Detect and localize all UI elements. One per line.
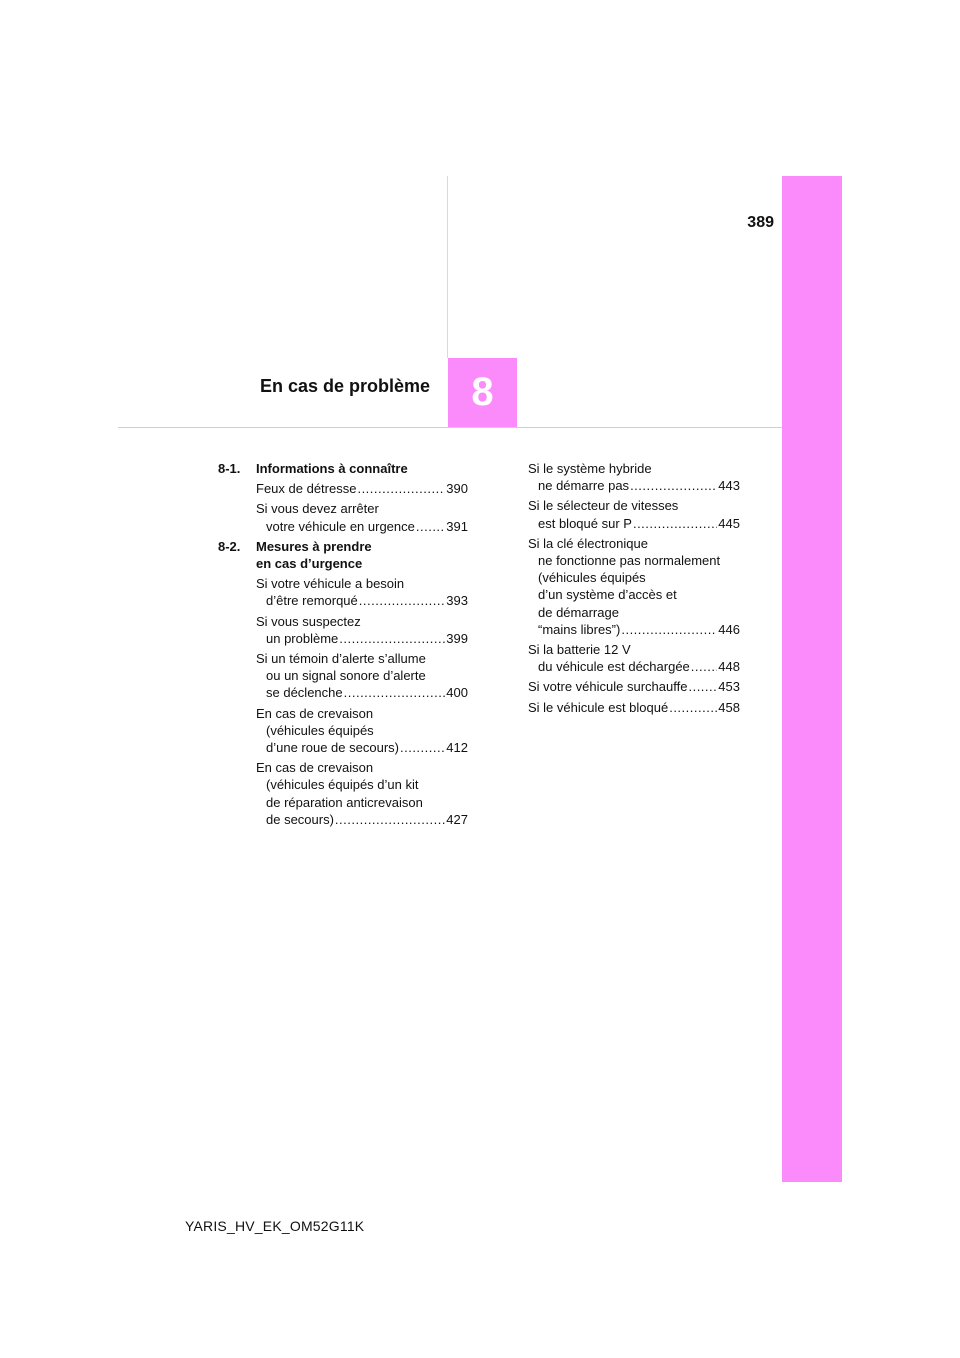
toc-entry-text: Feux de détresse [256, 481, 357, 497]
chapter-title: En cas de problème [259, 376, 430, 396]
toc-entry[interactable] [528, 535, 740, 638]
toc-page-number: 458 [718, 699, 740, 715]
toc-entry[interactable] [256, 650, 468, 702]
toc-entries [256, 480, 468, 535]
toc-entry[interactable] [256, 613, 468, 647]
header-vertical-rule [447, 176, 448, 358]
toc-entry-text: Si la clé électronique [528, 535, 648, 551]
toc-page-number: 443 [718, 478, 740, 494]
toc-entry[interactable] [256, 480, 468, 497]
toc-entry[interactable] [256, 759, 468, 828]
section-title: Informations à connaître [256, 461, 408, 476]
toc-entry-text: d’être remorqué [266, 593, 358, 609]
toc-entry-text: Si la batterie 12 V [528, 642, 631, 658]
toc-entry-text: ou un signal sonore d’alerte [266, 668, 426, 684]
toc-entry[interactable] [528, 641, 740, 675]
toc-page-number: 390 [446, 481, 468, 497]
toc-entry-line [256, 739, 468, 756]
dot-leader [344, 684, 446, 701]
toc-entry-line [528, 658, 740, 675]
toc-entries [528, 460, 740, 716]
toc-entry-line [528, 678, 740, 695]
toc-entry-text: est bloqué sur P [538, 515, 632, 531]
toc-page-number: 399 [446, 630, 468, 646]
toc-entry-text: “mains libres”) [538, 621, 621, 637]
toc-entry-line [528, 699, 740, 716]
toc-entry-text: (véhicules équipés [538, 570, 646, 586]
toc-entry-line [528, 477, 740, 494]
toc-entry-text: de secours) [266, 811, 334, 827]
toc-entry[interactable] [528, 678, 740, 695]
toc-entry[interactable] [528, 460, 740, 494]
toc-entry-line [256, 480, 468, 497]
toc-page-number: 412 [446, 740, 468, 756]
toc-entry-text: En cas de crevaison [256, 705, 374, 721]
toc-entry-line [256, 684, 468, 701]
toc-entry-text: Si le sélecteur de vitesses [528, 498, 679, 514]
footer-manual-code: YARIS_HV_EK_OM52G11K [185, 1218, 365, 1234]
toc-page-number: 446 [718, 621, 740, 637]
toc-entry[interactable] [256, 500, 468, 534]
chapter-thumb-tab [782, 176, 842, 1182]
toc-page-number: 453 [718, 679, 740, 695]
toc-page-number: 393 [446, 593, 468, 609]
toc-entry-text: Si un témoin d’alerte s’allume [256, 651, 426, 667]
toc-entry-text: Si votre véhicule a besoin [256, 576, 405, 592]
toc-page-number: 445 [718, 515, 740, 531]
dot-leader [669, 699, 717, 716]
toc-entries [256, 575, 468, 828]
section-number: 8-1. [218, 461, 241, 476]
toc-entry-line [256, 518, 468, 535]
dot-leader [633, 515, 717, 532]
toc-entry-text: (véhicules équipés d’un kit [266, 777, 419, 793]
dot-leader [630, 477, 717, 494]
toc-entry-text: Si vous devez arrêter [256, 501, 379, 517]
dot-leader [400, 739, 445, 756]
toc-entry-text: se déclenche [266, 685, 343, 701]
toc-entry-text: Si vous suspectez [256, 613, 361, 629]
dot-leader [621, 621, 717, 638]
toc-entry-text: (véhicules équipés [266, 722, 374, 738]
toc-entry-text: En cas de crevaison [256, 760, 374, 776]
header-horizontal-rule [118, 427, 782, 428]
dot-leader [416, 518, 445, 535]
toc-entry-text: Si votre véhicule surchauffe [528, 679, 688, 695]
toc-entry-text: un problème [266, 630, 339, 646]
toc-entry-text: de réparation anticrevaison [266, 794, 423, 810]
toc-entry-line [528, 515, 740, 532]
toc-entry-line [256, 811, 468, 828]
toc-entry-text: Si le véhicule est bloqué [528, 699, 669, 715]
toc-section-heading [218, 538, 468, 572]
dot-leader [335, 811, 445, 828]
dot-leader [339, 630, 445, 647]
toc-entry-text: du véhicule est déchargée [538, 659, 690, 675]
toc-right-column [528, 460, 740, 719]
toc-left-column [218, 460, 468, 831]
toc-entry[interactable] [528, 497, 740, 531]
toc-entry-line [256, 592, 468, 609]
toc-entry-text: Si le système hybride [528, 461, 652, 476]
toc-page-number: 400 [446, 685, 468, 701]
toc-entry-text: d’un système d’accès et [538, 587, 677, 603]
section-number: 8-2. [218, 538, 241, 554]
toc-page-number: 448 [718, 659, 740, 675]
toc-entry[interactable] [528, 699, 740, 716]
toc-entry[interactable] [256, 575, 468, 609]
toc-entry-text: de démarrage [538, 604, 619, 620]
section-title: Mesures à prendre en cas d’urgence [256, 538, 372, 572]
toc-section-heading [218, 460, 468, 477]
chapter-number-box: 8 [448, 358, 517, 427]
toc-entry-line [256, 630, 468, 647]
dot-leader [688, 678, 717, 695]
toc-entry-text: d’une roue de secours) [266, 740, 399, 756]
toc-entry[interactable] [256, 705, 468, 757]
dot-leader [691, 658, 718, 675]
dot-leader [357, 480, 445, 497]
toc-page-number: 427 [446, 811, 468, 827]
toc-page-number: 391 [446, 518, 468, 534]
page-number: 389 [747, 214, 774, 231]
dot-leader [359, 592, 446, 609]
toc-entry-text: ne démarre pas [538, 478, 630, 494]
toc-entry-line [528, 621, 740, 638]
toc-entry-text: ne fonctionne pas normalement [538, 553, 721, 569]
toc-entry-text: votre véhicule en urgence [266, 518, 415, 534]
